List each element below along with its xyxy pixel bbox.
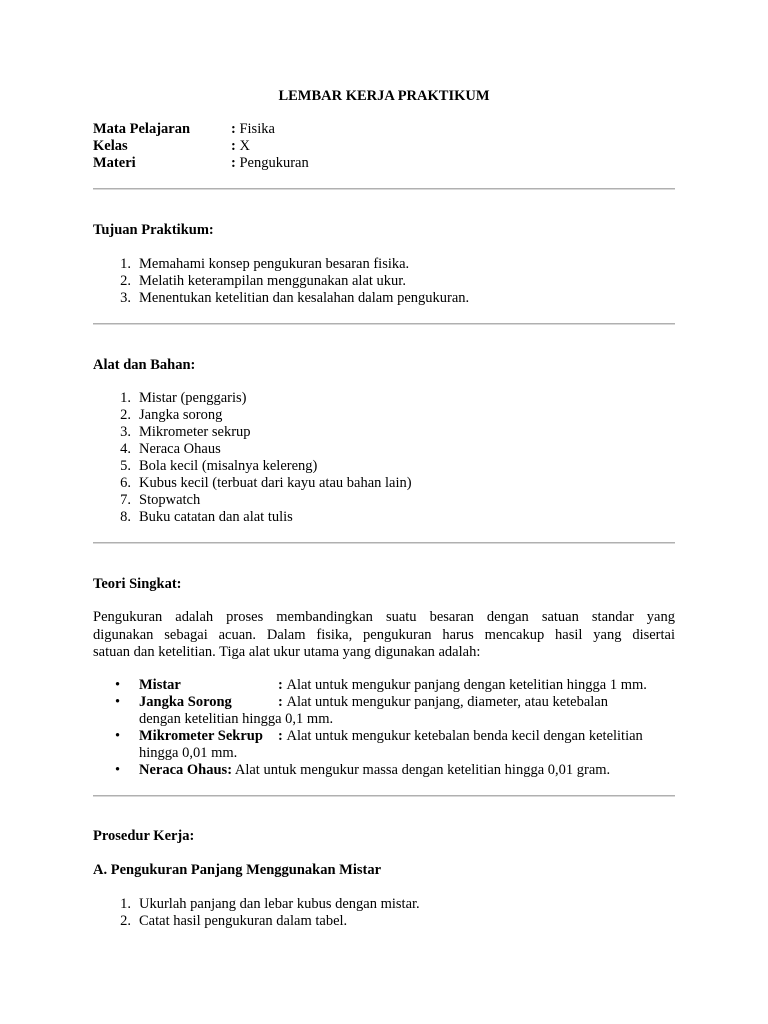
list-item: Menentukan ketelitian dan kesalahan dalam pengukuran.	[139, 290, 470, 306]
paragraph-line: satuan dan ketelitian. Tiga alat ukur utama yang digunakan adalah:	[93, 644, 481, 660]
meta-label-subject: Mata Pelajaran	[93, 121, 191, 137]
list-number: 7.	[120, 492, 131, 508]
list-item: Mikrometer sekrup	[139, 424, 251, 440]
tool-term: Neraca Ohaus:	[139, 762, 233, 778]
bullet-icon: •	[115, 762, 121, 778]
theory-paragraph	[93, 609, 675, 662]
tool-description: : Alat untuk mengukur panjang, diameter, atau ketebalan	[278, 694, 608, 710]
bullet-icon: •	[115, 728, 121, 744]
tool-description-continued: dengan ketelitian hingga 0,1 mm.	[139, 711, 334, 727]
list-item: Buku catatan dan alat tulis	[139, 509, 293, 525]
list-item: Catat hasil pengukuran dalam tabel.	[139, 913, 348, 929]
bullet-icon: •	[115, 694, 121, 710]
list-item: Memahami konsep pengukuran besaran fisika.	[139, 256, 410, 272]
list-number: 5.	[120, 458, 131, 474]
tool-description: Alat untuk mengukur massa dengan ketelitian hingga 0,01 gram.	[234, 762, 611, 778]
paragraph-line: digunakan sebagai acuan. Dalam fisika, pengukuran harus mencakup hasil yang disertai	[93, 626, 675, 643]
list-number: 1.	[120, 390, 131, 406]
meta-value-class: : X	[231, 138, 250, 154]
list-item: Mistar (penggaris)	[139, 390, 247, 406]
list-item: Neraca Ohaus	[139, 441, 221, 457]
section-heading-objectives: Tujuan Praktikum:	[93, 222, 214, 238]
tool-item	[139, 762, 610, 779]
section-heading-theory: Teori Singkat:	[93, 576, 182, 592]
list-number: 1.	[120, 256, 131, 272]
meta-label-class: Kelas	[93, 138, 128, 154]
list-item: Stopwatch	[139, 492, 201, 508]
list-number: 3.	[120, 290, 131, 306]
paragraph-line: Pengukuran adalah proses membandingkan suatu besaran dengan satuan standar yang	[93, 609, 675, 625]
list-item: Kubus kecil (terbuat dari kayu atau bahan lain)	[139, 475, 412, 491]
tool-description: : Alat untuk mengukur ketebalan benda kecil dengan ketelitian	[278, 728, 643, 744]
list-item: Bola kecil (misalnya kelereng)	[139, 458, 318, 474]
meta-value-subject: : Fisika	[231, 121, 275, 137]
list-item: Jangka sorong	[139, 407, 223, 423]
list-number: 2.	[120, 273, 131, 289]
list-number: 8.	[120, 509, 131, 525]
list-item: Melatih keterampilan menggunakan alat ukur.	[139, 273, 406, 289]
list-number: 2.	[120, 407, 131, 423]
page-title: LEMBAR KERJA PRAKTIKUM	[278, 88, 490, 104]
list-item: Ukurlah panjang dan lebar kubus dengan mistar.	[139, 896, 420, 912]
divider	[93, 795, 675, 797]
divider	[93, 542, 675, 544]
tool-term: Jangka Sorong	[139, 694, 232, 710]
list-number: 3.	[120, 424, 131, 440]
list-number: 6.	[120, 475, 131, 491]
meta-label-topic: Materi	[93, 155, 136, 171]
list-number: 2.	[120, 913, 131, 929]
subsection-heading: A. Pengukuran Panjang Menggunakan Mistar	[93, 862, 382, 878]
list-number: 4.	[120, 441, 131, 457]
tool-term: Mistar	[139, 677, 181, 693]
tool-description: : Alat untuk mengukur panjang dengan ketelitian hingga 1 mm.	[278, 677, 647, 693]
tool-description-continued: hingga 0,01 mm.	[139, 745, 238, 761]
section-heading-procedure: Prosedur Kerja:	[93, 828, 195, 844]
bullet-icon: •	[115, 677, 121, 693]
divider	[93, 188, 675, 190]
tool-term: Mikrometer Sekrup	[139, 728, 263, 744]
list-number: 1.	[120, 896, 131, 912]
section-heading-equipment: Alat dan Bahan:	[93, 357, 196, 373]
divider	[93, 323, 675, 325]
meta-value-topic: : Pengukuran	[231, 155, 309, 171]
